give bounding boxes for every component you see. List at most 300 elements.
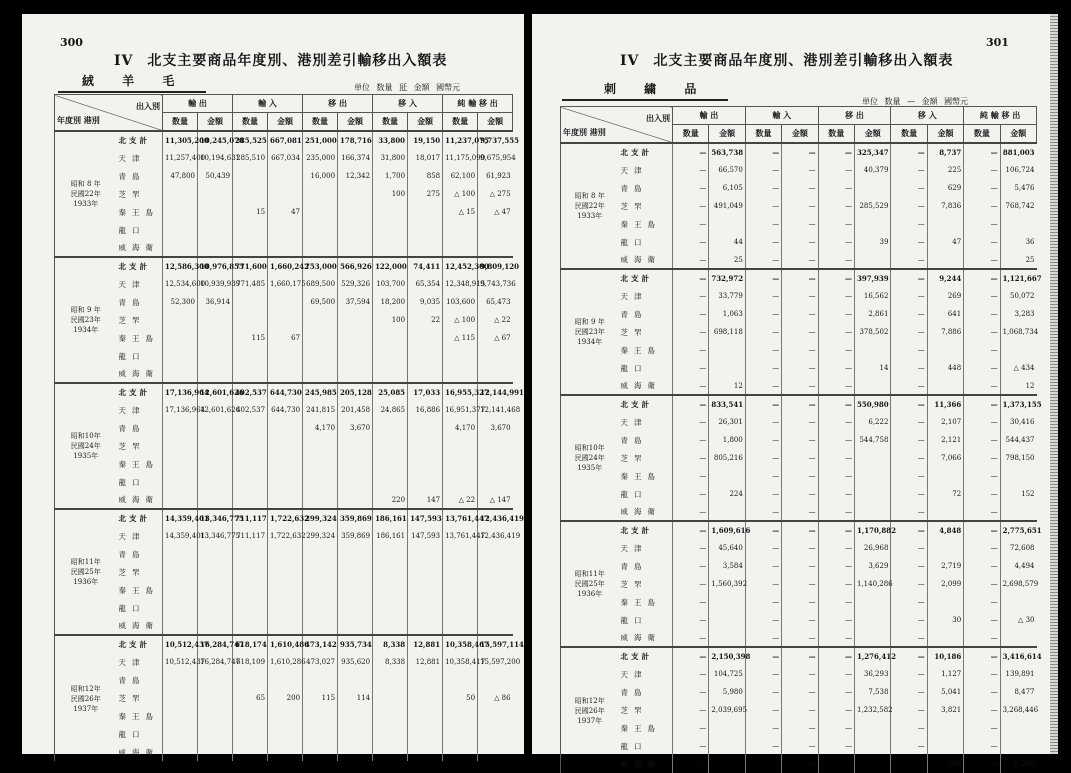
table-cell <box>373 473 408 491</box>
table-row <box>561 467 1037 485</box>
table-cell: — <box>782 737 818 755</box>
table-cell <box>198 311 233 329</box>
table-cell: — <box>745 665 781 683</box>
table-cell: — <box>673 701 709 719</box>
table-cell <box>338 455 373 473</box>
table-cell: 25,085 <box>373 383 408 401</box>
table-cell: 235,000 <box>303 149 338 167</box>
table-cell: 12,601,626 <box>198 383 233 401</box>
table-cell: — <box>818 269 854 287</box>
table-cell: 3,283 <box>1000 305 1036 323</box>
table-cell: 15,597,200 <box>478 653 513 671</box>
table-cell: — <box>745 575 781 593</box>
table-cell: — <box>745 233 781 251</box>
table-cell: 24,865 <box>373 401 408 419</box>
port-name: 青島 <box>620 687 648 697</box>
table-cell <box>233 419 268 437</box>
table-cell <box>163 203 198 221</box>
table-cell: 325,347 <box>855 143 891 161</box>
table-cell <box>855 755 891 773</box>
table-cell: — <box>964 467 1000 485</box>
table-cell: — <box>673 611 709 629</box>
column-subheader: 金額 <box>709 125 745 144</box>
table-cell: 16,284,747 <box>198 635 233 653</box>
column-group-header: 純 輸 移 出 <box>443 95 513 113</box>
table-cell: 5,980 <box>709 683 745 701</box>
port-name: 天津 <box>118 657 146 667</box>
port-name: 北支計 <box>619 647 673 665</box>
table-row <box>55 599 513 617</box>
table-cell <box>303 725 338 743</box>
table-cell: — <box>818 305 854 323</box>
table-cell: 448 <box>927 359 963 377</box>
table-cell: 667,034 <box>268 149 303 167</box>
table-cell: — <box>673 233 709 251</box>
table-cell: 25 <box>1000 251 1036 269</box>
table-cell: — <box>818 467 854 485</box>
column-group-header: 輸 入 <box>745 107 818 125</box>
table-cell: — <box>745 557 781 575</box>
port-name: 龍口 <box>620 489 648 499</box>
table-cell <box>233 725 268 743</box>
table-cell: — <box>745 593 781 611</box>
table-cell: — <box>818 737 854 755</box>
trade-table <box>54 94 524 761</box>
table-cell: — <box>818 377 854 395</box>
port-name: 威海衛 <box>620 381 661 390</box>
table-cell: — <box>818 755 854 773</box>
year-label <box>55 509 117 635</box>
table-cell: — <box>964 359 1000 377</box>
table-cell: 563,738 <box>709 143 745 161</box>
year-label-line: 1936年 <box>577 590 603 598</box>
page-title <box>114 50 447 70</box>
table-cell <box>927 593 963 611</box>
table-cell <box>478 725 513 743</box>
table-cell <box>1000 593 1036 611</box>
table-cell: — <box>673 629 709 647</box>
table-cell: — <box>964 269 1000 287</box>
year-label-line: 1935年 <box>73 452 99 460</box>
table-cell <box>478 239 513 257</box>
table-cell: 1,373,155 <box>1000 395 1036 413</box>
table-cell: — <box>891 323 927 341</box>
table-cell: — <box>782 143 818 161</box>
port-name: 威海衛 <box>118 243 159 252</box>
table-cell <box>709 719 745 737</box>
table-cell: — <box>964 179 1000 197</box>
table-cell <box>709 611 745 629</box>
table-cell: 2,150,398 <box>709 647 745 665</box>
table-cell <box>478 671 513 689</box>
table-cell: 17,136,964 <box>163 401 198 419</box>
port-name: 芝罘 <box>620 705 648 715</box>
table-cell: — <box>782 377 818 395</box>
table-cell <box>268 239 303 257</box>
table-cell: — <box>964 449 1000 467</box>
table-cell: — <box>782 521 818 539</box>
table-cell: — <box>782 431 818 449</box>
table-row <box>55 437 513 455</box>
table-cell: — <box>673 359 709 377</box>
table-cell <box>338 743 373 761</box>
table-cell: 1,121,667 <box>1000 269 1036 287</box>
port-name: 芝罘 <box>118 441 146 451</box>
table-cell: — <box>964 413 1000 431</box>
table-cell: 50,439 <box>198 167 233 185</box>
table-cell: — <box>818 683 854 701</box>
table-cell: 618,109 <box>233 653 268 671</box>
table-cell <box>338 221 373 239</box>
table-row <box>561 215 1037 233</box>
table-cell: 12,141,468 <box>478 401 513 419</box>
table-cell: 10,976,853 <box>198 257 233 275</box>
total-row <box>561 647 1037 665</box>
table-cell <box>709 503 745 521</box>
table-cell: — <box>964 647 1000 665</box>
table-row <box>561 629 1037 647</box>
year-label-line: 昭和 9 年 <box>574 318 605 326</box>
table-cell <box>163 689 198 707</box>
table-cell: — <box>782 611 818 629</box>
table-cell: — <box>745 629 781 647</box>
port-name: 天津 <box>620 543 648 553</box>
table-cell <box>927 251 963 269</box>
table-cell: — <box>964 485 1000 503</box>
table-cell <box>303 743 338 761</box>
port-name: 北支計 <box>619 143 673 161</box>
table-cell: 359,869 <box>338 527 373 545</box>
table-row <box>561 485 1037 503</box>
table-cell <box>303 545 338 563</box>
table-cell: — <box>673 575 709 593</box>
port-name: 威海衛 <box>118 621 159 630</box>
table-cell: 37,594 <box>338 293 373 311</box>
table-cell <box>1000 629 1036 647</box>
table-cell <box>268 725 303 743</box>
table-cell: 1,127 <box>927 665 963 683</box>
table-cell <box>443 239 478 257</box>
table-cell: — <box>782 485 818 503</box>
table-cell: 2,775,651 <box>1000 521 1036 539</box>
table-cell <box>408 365 443 383</box>
table-cell <box>163 365 198 383</box>
table-row <box>55 239 513 257</box>
table-cell <box>478 455 513 473</box>
table-cell <box>927 467 963 485</box>
table-cell: 115 <box>303 689 338 707</box>
table-cell: — <box>891 557 927 575</box>
table-cell <box>338 725 373 743</box>
port-name: 威海衛 <box>620 759 661 769</box>
year-label <box>55 383 117 509</box>
table-cell: 641 <box>927 305 963 323</box>
table-cell: 935,620 <box>338 653 373 671</box>
table-cell: 66,570 <box>709 161 745 179</box>
table-cell: 74,411 <box>408 257 443 275</box>
right-page <box>532 14 1052 769</box>
table-cell: — <box>964 611 1000 629</box>
table-cell: — <box>782 647 818 665</box>
year-label-line: 昭和12年 <box>70 684 101 693</box>
table-cell <box>233 473 268 491</box>
table-row <box>55 365 513 383</box>
table-row <box>561 413 1037 431</box>
table-cell <box>408 221 443 239</box>
table-cell: — <box>964 575 1000 593</box>
table-cell: 4,848 <box>927 521 963 539</box>
chapter-numeral: IV <box>620 53 640 69</box>
table-row <box>55 707 513 725</box>
table-cell <box>1000 467 1036 485</box>
table-cell <box>927 719 963 737</box>
table-row <box>561 161 1037 179</box>
year-label <box>561 395 619 521</box>
corner-header <box>561 107 673 144</box>
port-name: 威海衛 <box>620 255 661 264</box>
table-cell: — <box>673 431 709 449</box>
table-cell: — <box>818 575 854 593</box>
table-row <box>55 167 513 185</box>
table-cell: 12 <box>709 377 745 395</box>
table-cell <box>373 365 408 383</box>
table-cell <box>443 221 478 239</box>
port-name: 青島 <box>118 171 146 181</box>
table-cell <box>408 419 443 437</box>
table-cell: 473,027 <box>303 653 338 671</box>
table-cell <box>163 347 198 365</box>
table-cell: — <box>782 359 818 377</box>
table-cell: 10,939,939 <box>198 275 233 293</box>
table-cell: 65 <box>233 689 268 707</box>
table-cell <box>338 239 373 257</box>
year-label-line: 民國24年 <box>574 454 605 462</box>
table-cell <box>709 755 745 773</box>
table-cell: 359,869 <box>338 509 373 527</box>
table-cell: 711,117 <box>233 509 268 527</box>
port-name: 天津 <box>620 291 648 301</box>
unit-note: 単位 数量 — 金額 國幣元 <box>862 97 969 106</box>
column-subheader: 金額 <box>338 113 373 132</box>
column-subheader: 金額 <box>782 125 818 144</box>
table-cell <box>408 347 443 365</box>
table-cell <box>443 563 478 581</box>
table-cell: — <box>782 755 818 773</box>
table-cell: — <box>818 323 854 341</box>
table-cell: — <box>673 413 709 431</box>
table-cell: 1,140,286 <box>855 575 891 593</box>
table-cell <box>163 329 198 347</box>
table-cell: — <box>745 287 781 305</box>
table-cell <box>478 599 513 617</box>
table-cell: △ 67 <box>478 329 513 347</box>
table-cell: 12,601,626 <box>198 401 233 419</box>
table-cell: — <box>891 449 927 467</box>
year-label-line: 民國26年 <box>70 694 101 703</box>
table-cell: — <box>673 395 709 413</box>
table-cell: 100 <box>373 311 408 329</box>
table-row <box>55 671 513 689</box>
table-cell: 1,700 <box>373 167 408 185</box>
table-cell: △ 434 <box>1000 359 1036 377</box>
table-cell: — <box>745 269 781 287</box>
table-cell: 36,914 <box>198 293 233 311</box>
total-row <box>561 143 1037 161</box>
table-row <box>55 221 513 239</box>
port-name: 天津 <box>118 531 146 541</box>
table-cell: 200 <box>268 689 303 707</box>
year-label-line: 昭和12年 <box>574 696 605 705</box>
table-cell: 402,537 <box>233 401 268 419</box>
table-cell <box>443 599 478 617</box>
table-cell: 3,584 <box>709 557 745 575</box>
column-group-header: 移 出 <box>818 107 891 125</box>
table-cell <box>233 491 268 509</box>
table-cell: — <box>891 467 927 485</box>
table-cell <box>163 455 198 473</box>
port-name: 青島 <box>620 561 648 571</box>
table-cell <box>233 185 268 203</box>
port-name: 青島 <box>118 423 146 433</box>
table-cell: 10,358,467 <box>443 635 478 653</box>
table-cell <box>443 347 478 365</box>
table-cell <box>338 203 373 221</box>
table-cell: 14,359,401 <box>163 509 198 527</box>
table-cell <box>338 671 373 689</box>
table-cell: — <box>818 701 854 719</box>
table-cell: 9,675,954 <box>478 149 513 167</box>
table-cell: △ 100 <box>443 185 478 203</box>
table-cell <box>373 437 408 455</box>
table-cell: 544,437 <box>1000 431 1036 449</box>
year-label <box>55 257 117 383</box>
table-cell: — <box>818 197 854 215</box>
table-cell <box>198 491 233 509</box>
table-cell: 9,244 <box>927 269 963 287</box>
table-cell <box>198 419 233 437</box>
table-cell <box>338 617 373 635</box>
table-cell: 16,000 <box>303 167 338 185</box>
table-cell <box>338 185 373 203</box>
table-row <box>561 251 1037 269</box>
table-cell: 2,121 <box>927 431 963 449</box>
table-cell <box>338 545 373 563</box>
table-cell: — <box>964 737 1000 755</box>
table-cell <box>163 599 198 617</box>
table-cell <box>198 725 233 743</box>
table-cell <box>268 347 303 365</box>
table-cell: 100 <box>373 185 408 203</box>
table-cell <box>198 563 233 581</box>
table-cell: 491,049 <box>709 197 745 215</box>
table-cell: — <box>673 539 709 557</box>
table-cell: — <box>891 755 927 773</box>
table-cell <box>373 455 408 473</box>
table-cell: — <box>818 161 854 179</box>
table-cell: 201,458 <box>338 401 373 419</box>
table-cell: △ 30 <box>1000 611 1036 629</box>
table-cell <box>855 449 891 467</box>
table-cell <box>233 707 268 725</box>
table-cell: 13,346,775 <box>198 527 233 545</box>
column-subheader: 金額 <box>855 125 891 144</box>
title-text: 北支主要商品年度別、港別差引輸移出入額表 <box>147 53 448 69</box>
table-cell <box>268 491 303 509</box>
table-cell: 6,105 <box>709 179 745 197</box>
table-cell: 106,724 <box>1000 161 1036 179</box>
port-name: 北支計 <box>117 509 163 527</box>
table-cell <box>855 629 891 647</box>
table-cell <box>233 167 268 185</box>
table-cell: — <box>891 359 927 377</box>
table-cell: 16,955,327 <box>443 383 478 401</box>
total-row <box>561 395 1037 413</box>
port-name: 芝罘 <box>620 453 648 463</box>
table-cell: — <box>782 287 818 305</box>
port-name: 龍口 <box>620 237 648 247</box>
table-cell: — <box>673 323 709 341</box>
table-cell <box>927 737 963 755</box>
table-cell: △ 200 <box>1000 755 1036 773</box>
table-cell <box>198 347 233 365</box>
table-cell: — <box>782 557 818 575</box>
table-row <box>561 431 1037 449</box>
table-cell <box>198 671 233 689</box>
table-cell: 12,436,419 <box>478 509 513 527</box>
column-subheader: 金額 <box>1000 125 1036 144</box>
table-cell <box>233 365 268 383</box>
table-cell <box>443 725 478 743</box>
table-cell <box>198 743 233 761</box>
table-cell <box>303 455 338 473</box>
table-cell <box>198 365 233 383</box>
column-group-header: 輸 出 <box>163 95 233 113</box>
table-cell: — <box>673 737 709 755</box>
table-cell <box>268 185 303 203</box>
table-cell: 629 <box>927 179 963 197</box>
table-cell <box>373 347 408 365</box>
corner-bottom: 年度別 港別 <box>57 114 100 125</box>
table-cell: — <box>891 287 927 305</box>
table-cell: 753,000 <box>303 257 338 275</box>
port-name: 北支計 <box>117 257 163 275</box>
table-cell <box>163 437 198 455</box>
table-cell <box>198 437 233 455</box>
table-cell: 1,660,242 <box>268 257 303 275</box>
table-cell: — <box>964 341 1000 359</box>
port-name: 芝罘 <box>620 327 648 337</box>
table-cell <box>373 329 408 347</box>
port-name: 秦王島 <box>118 585 159 595</box>
table-cell <box>303 347 338 365</box>
table-cell <box>855 467 891 485</box>
table-cell: 4,170 <box>443 419 478 437</box>
port-name: 秦王島 <box>620 471 661 481</box>
table-cell: 62,100 <box>443 167 478 185</box>
table-cell <box>163 707 198 725</box>
table-cell: △ 22 <box>443 491 478 509</box>
table-cell: 9,743,736 <box>478 275 513 293</box>
table-cell: 147 <box>408 491 443 509</box>
table-cell <box>163 419 198 437</box>
table-cell <box>338 437 373 455</box>
table-cell <box>268 563 303 581</box>
table-cell: — <box>891 719 927 737</box>
table-cell: 50 <box>443 689 478 707</box>
table-cell <box>927 629 963 647</box>
column-group-header: 輸 入 <box>233 95 303 113</box>
table-cell <box>198 473 233 491</box>
